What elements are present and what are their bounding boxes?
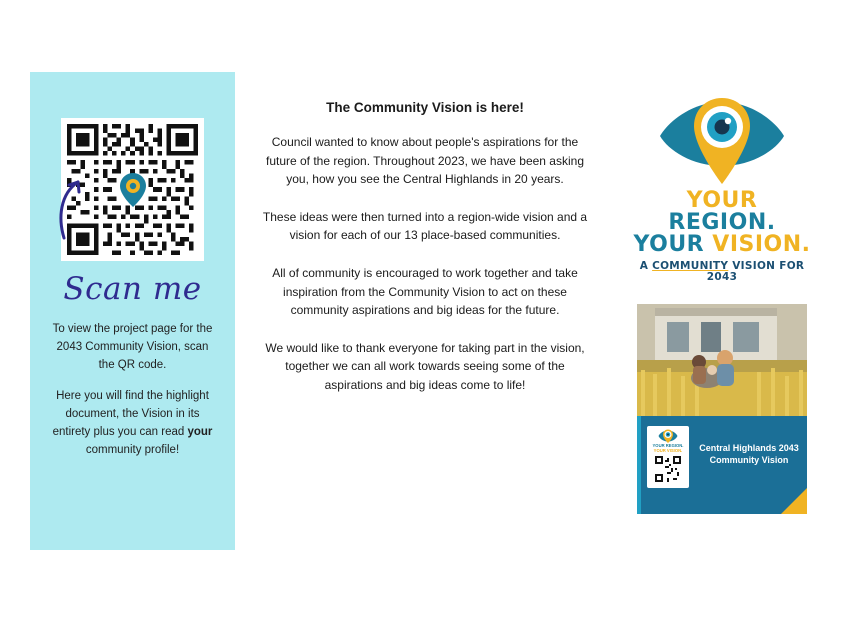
- left-paragraph-2-lead: Here you will find the highlight document, the Vision in its entirety plus you can read: [52, 390, 209, 439]
- logo-line-2: [632, 234, 812, 256]
- logo-wordmark: [632, 190, 812, 282]
- brochure-photo: [637, 304, 807, 416]
- logo-your-1: YOUR: [686, 188, 758, 213]
- badge-line-2: YOUR VISION.: [653, 447, 683, 453]
- left-paragraph-2: [53, 388, 213, 459]
- body-paragraph-1: Council wanted to know about people's aspirations for the future of the region. Throughout 2023, we have been asking you, how you see the Central Highlands in 20 years.: [265, 135, 584, 187]
- body-paragraph-2: These ideas were then turned into a region-wide vision and a vision for each of our 13 place-based communities.: [262, 209, 588, 243]
- tagline-post: VISION FOR 2043: [706, 260, 805, 283]
- logo-vision: VISION.: [712, 232, 811, 257]
- main-article: [255, 100, 595, 414]
- logo-tagline: [632, 261, 812, 282]
- map-pin-icon: [119, 173, 147, 207]
- tagline-pre: A: [639, 260, 653, 272]
- body-paragraph-3: All of community is encouraged to work together and take inspiration from the Community Vision to act on these community aspirations and big ideas for the future.: [272, 265, 578, 318]
- left-paragraph-emphasis: your: [187, 426, 213, 439]
- brand-logo: [632, 96, 812, 282]
- logo-your-2: YOUR: [633, 232, 705, 257]
- body-paragraph-4: We would like to thank everyone for taking part in the vision, together we can all work towards seeing some of the aspirations and big ideas come to life!: [265, 340, 585, 392]
- page-title: The Community Vision is here!: [326, 100, 524, 115]
- brochure-thumbnail[interactable]: [637, 304, 807, 514]
- tagline-community: COMMUNITY: [652, 260, 729, 272]
- scan-me-heading: Scan me: [63, 271, 202, 307]
- left-paragraph-1: To view the project page for the 2043 Community Vision, scan the QR code.: [52, 323, 213, 371]
- logo-line-1: [632, 190, 812, 234]
- eye-pin-logo-icon: [658, 96, 786, 186]
- brochure-badge: [647, 426, 689, 488]
- badge-line-1: YOUR REGION.: [652, 443, 684, 448]
- brochure-title: Central Highlands 2043 Community Vision: [699, 443, 799, 466]
- left-info-panel: [30, 72, 235, 550]
- brochure-corner-accent: [781, 488, 807, 514]
- brochure-accent-bar: [637, 416, 641, 514]
- people-outdoors-photo: [637, 304, 807, 416]
- badge-wordmark: [653, 444, 684, 454]
- badge-eye-icon: [658, 429, 678, 443]
- badge-qr-code: [655, 456, 681, 482]
- curved-arrow-icon: [54, 172, 94, 242]
- left-panel-text: [53, 321, 213, 474]
- logo-region: REGION.: [668, 210, 776, 235]
- right-sidebar: [632, 96, 812, 514]
- left-paragraph-2-tail: community profile!: [85, 443, 180, 456]
